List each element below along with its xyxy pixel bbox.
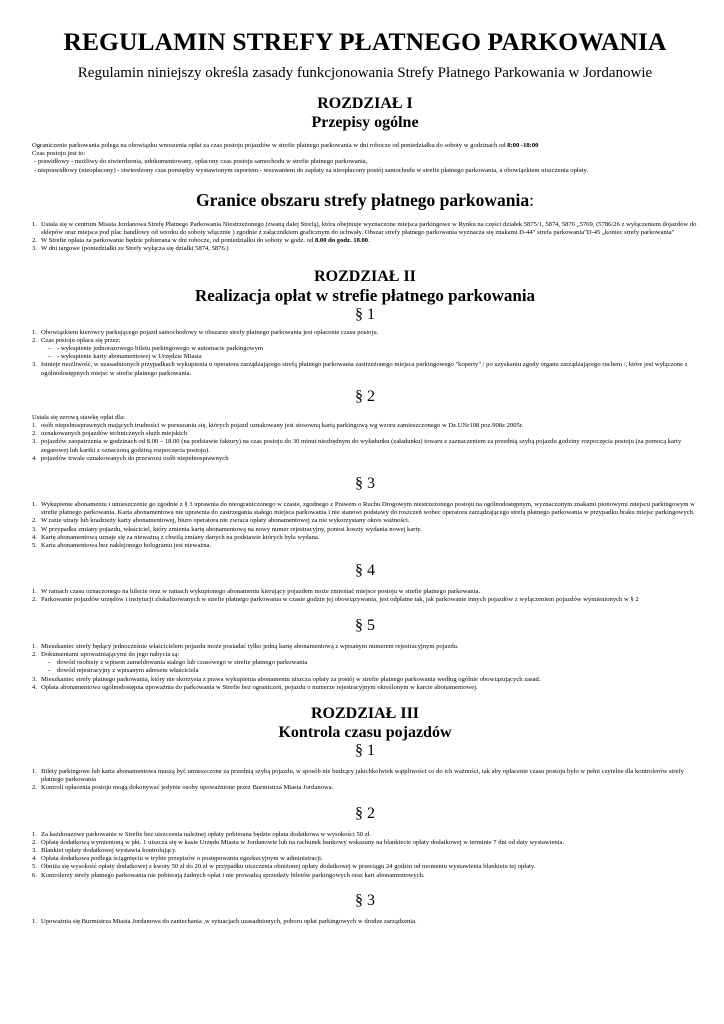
section-mark: § 1 [355, 741, 375, 759]
list-item: 4. Kartę abonamentową uznaje się za nieważną z chwilą zmiany danych na podstawie których była wydana. [32, 533, 320, 541]
chapter-1 [32, 94, 698, 175]
list-item: 3. W przypadku zmiany pojazdu, właściciel, który zmienia kartę abonamentową na nowy numer rejestracyjny, ponosi koszty wydania nowej karty. [32, 525, 422, 533]
chapter-1-label: ROZDZIAŁ I [317, 95, 413, 112]
list-item-text: . [368, 237, 370, 245]
list-item: 3. Mieszkaniec strefy płatnego parkowania, który nie skorzysta z prawa wykupienia abonamentu uiszcza opłaty za postój w strefie płatnego parkowania według ogólnie obowiązujących zasad. [32, 675, 541, 683]
intro-dash-1: - prawidłowy - możliwy do stwierdzenia, udokumentowany, opłacony czas postoju samochodu w strefie płatnego parkowania, [34, 158, 368, 166]
ch2-p2-list [32, 422, 698, 463]
list-item: 4. pojazdów trwale oznakowanych do przewozu osób niepełnosprawnych [32, 454, 229, 462]
sub-item: - dowód rejestracyjny z wpisanym adresem właściciela [48, 667, 199, 675]
list-item: 2. Opłatę dodatkową wymienioną w pkt. 1 uiszcza się w kasie Urzędu Miasta w Jordanowie lub na rachunek bankowy wskazany na blankiecie opłaty dodatkowej w terminie 7 dni od daty wystawienia. [32, 838, 565, 846]
bounds-title-text: Granice obszaru strefy płatnego parkowania [195, 189, 530, 210]
list-item: 4. Opłata dodatkowa podlega ściągnięciu w trybie przepisów o postępowaniu egzekucyjnym w administracji. [32, 855, 323, 863]
chapter-2-label: ROZDZIAŁ II [314, 267, 416, 285]
bounds-title-colon: : [529, 189, 535, 210]
list-item: 2. Kontroli opłacenia postoju mogą dokonywać jedynie osoby upoważnione przez Burmistrza Miasta Jordanowa. [32, 784, 334, 792]
list-item: 3. pojazdów zaopatrzenia w godzinach od 8.00 – 18.00 (na podstawie faktury) na czas postoju do 30 minut niezbędnym do wyładunku (załadunku) towaru z zaznaczeniem za przednią szybą pojazdu godziny rozpoczęcia postoju (za pomocą karty zegarowej lub kartki z oznaczoną godziną rozpoczęcia postoju). [32, 438, 682, 454]
list-item: 1. W ramach czasu oznaczonego na bilecie oraz w ramach wykupionego abonamentu kierujący pojazdem może zmieniać miejsce postoju w strefie płatnego parkowania. [32, 588, 481, 596]
list-item: 2. oznakowanych pojazdów technicznych służb miejskich [32, 430, 188, 438]
list-item: 3. Istnieje możliwość, w uzasadnionych przypadkach wykupienia u operatora zarządzającego strefą płatnego parkowania zastrzeżonego miejsca parkingowego "koperty" / po uzyskaniu zgody organu zarządzającego ruchem /, które jest wyłączone z ogólnodostępnych miejsc w strefie płatnego parkowania. [32, 361, 688, 377]
list-item: 3. Blankiet opłaty dodatkowej wystawia kontrolujący. [32, 846, 177, 854]
document-title: REGULAMIN STREFY PŁATNEGO PARKOWANIA [63, 27, 667, 56]
chapter-3-name: Kontrola czasu pojazdów [278, 723, 452, 741]
ch2-p4-list [32, 588, 698, 604]
list-item: 1. Obowiązkiem kierowcy parkującego pojazd samochodowy w obszarze strefy płatnego parkowania jest opłacenie czasu postoju. [32, 328, 379, 336]
chapter-1-name: Przepisy ogólne [311, 114, 419, 131]
ch3-p1-list [32, 768, 698, 793]
list-item: 1. osób niepełnosprawnych mających trudności w poruszaniu się, których pojazd oznakowany jest stosowną kartą parkingową wg wzoru zamieszczonego w Dz.UNr108 poz.908z 2005r. [32, 422, 524, 430]
ch3-p2-list [32, 831, 698, 880]
section-mark: § 2 [355, 804, 375, 822]
intro-paragraph [32, 142, 698, 150]
ch2-p5-list [32, 643, 698, 692]
list-item: 1. Mieszkaniec strefy będący jednocześnie właścicielem pojazdu może posiadać tylko jedną kartę abonamentową z wpisanym numerem rejestracyjnym pojazdu. [32, 642, 459, 650]
chapter-1-intro [32, 142, 698, 175]
ch3-p3-list [32, 918, 698, 926]
list-item: 2. Dokumentami upoważniającymi do jego nabycia są: - dowód osobisty z wpisem zameldowania stałego lub czasowego w strefie płatnego parkowania - dowód rejestracyjny z wpisanym adresem właściciela [32, 651, 698, 676]
document-subtitle: Regulamin niniejszy określa zasady funkcjonowania Strefy Płatnego Parkowania w Jordanowie [77, 65, 653, 81]
sub-list [41, 345, 698, 361]
list-item: 2. Czas postoju opłaca się przez: – - wykupienie jednorazowego biletu parkingowego w automacie parkingowym – - wykupienie karty abonamentowej w Urzędzie Miasta [32, 337, 698, 362]
list-item: 6. Kontrolerzy strefy płatnego parkowania nie pobierają żadnych opłat i nie prowadzą sprzedaży biletów parkingowych oraz kart abonamentowych. [32, 871, 425, 879]
intro-line-2: Czas postoju jest to: [32, 150, 86, 158]
list-item: 2. W Strefie opłata za parkowanie będzie pobierana w dni robocze, od poniedziałku do soboty w godz. od 8.00 do godz. 18.00. [32, 237, 370, 245]
list-item: 2. Parkowanie pojazdów urzędów i instytucji zlokalizowanych w strefie płatnego parkowania w czasie godzin jej obowiązywania, jest odpłatne tak, jak parkowanie innych pojazdów z wyłączeniem pojazdów wymienionych w § 2 [32, 596, 639, 604]
ch2-p2-intro: Ustala się zerową stawkę opłat dla: [32, 413, 125, 421]
list-item-text: Ustala się w centrum Miasta Jordanowa Strefę Płatnego Parkowania Niestrzeżonego (zwaną dalej Strefą), która obejmuje wyznaczone miejsca parkingowe w Rynku na części działek 5875/1, 5874, 5876 „5769, (5786/26 z wyłączeniem dojazdów do sklepów oraz miejsca pod plac handlowy od wtorku do soboty włącznie ) zgodnie z załącznikiem graficznym do uchwały. Obszar strefy płatnego parkowania wyznacza się znakami D-44" strefa parkowania"D-45 „koniec strefy parkowania" [41, 220, 697, 237]
list-item: 1. Bilety parkingowe lub karta abonamentowa muszą być umieszczone za przednią szybą pojazdu, w sposób nie budzący jakichkolwiek wątpliwości co do ich ważności, tak aby opłacenie czasu postoju było w pełni czytelne dla kontrolerów strefy płatnego parkowania [32, 767, 684, 784]
bounds-list [32, 221, 698, 254]
intro-dash-2: - nieprawidłowy (nieopłacony) - stwierdzony czas pomiędzy wystawionym raportem - wezwaniem do zapłaty za nieopłacony postój samochodu w strefie płatnego parkowania, a obowiązkiem uiszczenia opłaty. [34, 166, 588, 174]
chapter-3-label: ROZDZIAŁ III [310, 704, 420, 722]
list-item-text: W Strefie opłata za parkowanie będzie pobierana w dni robocze, od poniedziałku do soboty w godz. od [41, 237, 315, 245]
section-mark: § 5 [355, 616, 375, 634]
list-item: 3. W dni targowe (poniedziałki ze Strefy wyłącza się działki 5874, 5876.) [32, 245, 229, 253]
section-mark: § 4 [355, 562, 375, 580]
list-item: 1. Za każdorazowe parkowanie w Strefie bez uiszczenia należnej opłaty pobierana będzie opłata dodatkowa w wysokości 50 zł. [32, 830, 372, 838]
bounds-section [32, 189, 698, 254]
chapter-2-name: Realizacja opłat w strefie płatnego parkowania [194, 285, 536, 305]
ch2-p1-list [32, 329, 698, 378]
list-item: 1. Upoważnia się Burmistrza Miasta Jordanowa do zaniechania ,w sytuacjach uzasadnionych, poboru opłat parkingowych w drodze zarządzenia. [32, 917, 417, 925]
intro-text: Ograniczenie parkowania polega na obowiązku wnoszenia opłat za czas postoju pojazdów w strefie płatnego parkowania w dni robocze od poniedziałku do soboty w godzinach od [32, 142, 508, 149]
list-item: 1. Wykupienie abonamentu i umieszczenie go zgodnie z § 3 uprawnia do nieograniczonego w czasie, zgodnego z Prawem o Ruchu Drogowym niestrzeżonego postoju na ogólnodostępnym, wyznaczonym znakami pionowymi miejscu parkingowym w strefie płatnego parkowania. Karta abonamentowa nie uprawnia do zastrzegania stałego miejsca parkowania i nie stanowi podstawy do roszczeń wobec operatora zarządzającego strefą płatnego parkowania w przypadku braku miejsc parkingowych. [32, 501, 695, 517]
chapter-3 [32, 704, 698, 926]
section-mark: § 1 [355, 305, 375, 323]
sub-item: – - wykupienie jednorazowego biletu parkingowego w automacie parkingowym [48, 345, 263, 353]
intro-hours: 8:00 -18:00 [507, 142, 539, 149]
list-item: 1. Ustala się w centrum Miasta Jordanowa Strefę Płatnego Parkowania Niestrzeżonego (zwaną dalej Strefą), która obejmuje wyznaczone miejsca parkingowe w Rynku na części działek 5875/1, 5874, 5876 „5769, (5786/26 z wyłączeniem dojazdów do sklepów oraz miejsca pod plac handlowy od wtorku do soboty włącznie ) zgodnie z załącznikiem graficznym do uchwały. Obszar strefy płatnego parkowania wyznacza się znakami D-44" strefa parkowania"D-45 „koniec strefy parkowania" [32, 220, 697, 237]
list-item: 5. Obniża się wysokość opłaty dodatkowej z kwoty 50 zł do 20 zł w przypadku uiszczenia obniżonej opłaty dodatkowej w przeciągu 24 godzin od momentu wystawienia blankietu tej opłaty. [32, 863, 536, 871]
list-item: 4. Opłata abonamentowa ogólnodostępna upoważnia do parkowania w Strefie bez ograniczeń, pojazdu o numerze rejestracyjnym określonym w karcie abonamentowej. [32, 683, 478, 691]
bounds-hours: 8.00 do godz. 18.00 [314, 237, 369, 245]
list-item: 5. Karta abonamentowa bez naklejonego hologramu jest nieważna. [32, 542, 212, 550]
bounds-title [32, 189, 698, 211]
section-mark: § 3 [355, 891, 375, 909]
ch2-p3-list [32, 501, 698, 550]
sub-list [41, 659, 698, 675]
section-mark: § 3 [355, 475, 375, 493]
list-item: 2. W razie utraty lub kradzieży karty abonamentowej, biuro operatora nie zwraca opłaty abonamentowej za nie wykorzystany okres ważności. [32, 517, 410, 525]
list-item-text: W dni targowe (poniedziałki ze Strefy wyłącza się działki 5874, 5876.) [41, 245, 229, 253]
sub-item: - dowód osobisty z wpisem zameldowania stałego lub czasowego w strefie płatnego parkowania [48, 659, 308, 667]
chapter-2 [32, 267, 698, 692]
section-mark: § 2 [355, 387, 375, 405]
sub-item: – - wykupienie karty abonamentowej w Urzędzie Miasta [48, 353, 202, 361]
